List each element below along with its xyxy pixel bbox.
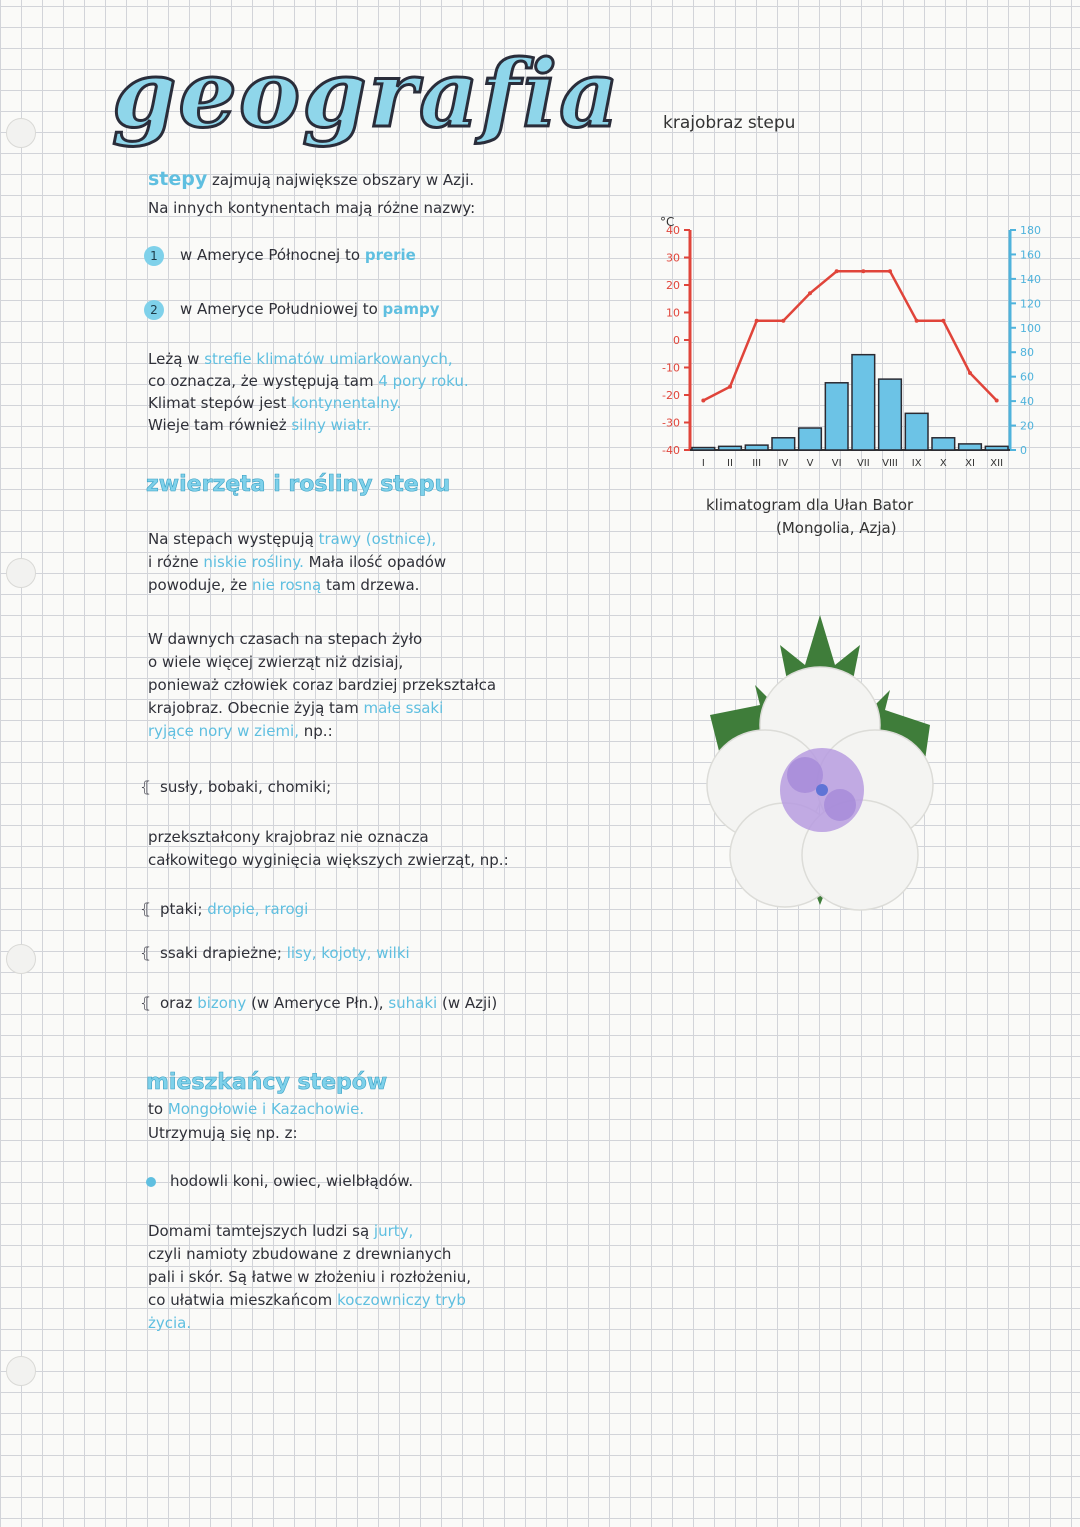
list-text: hodowli koni, owiec, wielbłądów. [170,1172,414,1190]
animals-p2-line: o wiele więcej zwierząt niż dzisiaj, [148,653,404,671]
list-item [140,994,497,1013]
text: Domami tamtejszych ludzi są [148,1222,374,1240]
precipitation-bar [879,379,902,450]
precipitation-bar [959,444,982,450]
temperature-point [888,269,892,273]
climate-text: Klimat stepów jest [148,394,292,412]
precipitation-bar [932,438,955,450]
highlight: życia. [148,1314,192,1332]
temperature-tick-label: 0 [673,334,680,347]
people-bullet [146,1172,413,1191]
intro-item-term: prerie [364,246,416,264]
animals-p1-line [148,530,436,549]
people-p-line [148,1314,191,1333]
month-tick-label: VI [831,458,842,469]
list-item [140,900,308,919]
temperature-point [728,385,732,389]
temperature-tick-label: 10 [666,306,680,320]
text: Mała ilość opadów [303,553,447,571]
section-heading-people: mieszkańcy stepów [146,1070,388,1095]
text: np.: [299,722,333,740]
list-text: (w Ameryce Płn.), [246,994,389,1012]
chart-title: klimatogram dla Ułan Bator [706,496,914,514]
animals-p3-line: przekształcony krajobraz nie oznacza [148,828,429,846]
section-heading-animals: zwierzęta i rośliny stepu [146,472,451,497]
list-text: ptaki; [160,900,208,918]
precipitation-tick-label: 60 [1020,370,1034,384]
precipitation-tick-label: 100 [1020,321,1041,335]
text: tam drzewa. [321,576,420,594]
punch-hole [6,558,36,588]
page-title: geografia [112,40,621,148]
temperature-point [915,319,919,323]
list-item [140,944,410,963]
bracket-bullet-icon: ⦃ [140,900,152,918]
list-text: ssaki drapieżne; [160,944,287,962]
temperature-tick-label: -10 [662,361,680,375]
precipitation-tick-label: 20 [1020,419,1034,433]
climate-line [148,394,401,413]
precipitation-bar [985,446,1008,450]
climate-highlight: kontynentalny. [291,394,402,412]
month-tick-label: II [727,458,733,469]
month-tick-label: III [752,458,762,469]
punch-hole [6,1356,36,1386]
highlight: małe ssaki [363,699,444,717]
animals-p1-line [148,553,446,572]
precipitation-bar [852,355,875,450]
intro-line-1 [148,170,474,190]
people-p-line: czyli namioty zbudowane z drewnianych [148,1245,452,1263]
animals-p3-line: całkowitego wyginięcia większych zwierząt, np.: [148,851,509,869]
precipitation-tick-label: 160 [1020,248,1041,262]
people-p-line [148,1222,413,1241]
text: Na stepach występują [148,530,319,548]
punch-hole [6,944,36,974]
temperature-point [701,399,705,403]
intro-item-text: w Ameryce Południowej to [180,300,378,318]
month-tick-label: I [701,458,705,469]
precipitation-tick-label: 40 [1020,395,1034,409]
temperature-point [808,291,812,295]
text: powoduje, że [148,576,252,594]
text: i różne [148,553,204,571]
highlight: koczowniczy tryb [337,1291,466,1309]
month-tick-label: IX [911,458,922,469]
number-badge: 1 [144,246,164,266]
precipitation-bar [772,438,795,450]
animals-p1-line [148,576,419,595]
highlight: jurty, [373,1222,414,1240]
climate-text: Leżą w [148,350,205,368]
temperature-tick-label: -30 [662,416,680,430]
people-p-line: pali i skór. Są łatwe w złożeniu i rozłożeniu, [148,1268,472,1286]
highlight: dropie, rarogi [207,900,309,918]
highlight: nie rosną [251,576,322,594]
temperature-point [941,319,945,323]
number-badge: 2 [144,300,164,320]
bracket-bullet-icon: ⦃ [140,944,152,962]
precipitation-tick-label: 0 [1020,444,1027,457]
intro-item-term: pampy [382,300,440,318]
temperature-point [995,399,999,403]
temperature-point [861,269,865,273]
text: krajobraz. Obecnie żyją tam [148,699,364,717]
precipitation-bar [692,448,715,450]
climate-text: Wieje tam również [148,416,292,434]
highlight: niskie rośliny. [203,553,304,571]
month-tick-label: IV [778,458,789,469]
intro-item-1 [144,246,416,266]
flower-center [780,748,864,832]
temperature-tick-label: 40 [666,224,680,237]
temperature-point [968,371,972,375]
highlight: Mongołowie i Kazachowie. [167,1100,365,1118]
bullet-dot-icon [146,1177,156,1187]
temperature-tick-label: 30 [666,251,680,265]
intro-line-2: Na innych kontynentach mają różne nazwy: [148,199,476,217]
intro-line-1-rest: zajmują największe obszary w Azji. [212,171,475,189]
list-text: (w Azji) [437,994,498,1012]
text: co ułatwia mieszkańcom [148,1291,338,1309]
list-text: susły, bobaki, chomiki; [160,778,332,796]
highlight: ryjące nory w ziemi, [148,722,299,740]
bracket-bullet-icon: ⦃ [140,994,152,1012]
month-tick-label: VII [856,458,870,469]
precipitation-tick-label: 80 [1020,346,1034,360]
precipitation-bar [799,428,822,450]
chart-subtitle: (Mongolia, Azja) [776,519,897,537]
punch-hole [6,118,36,148]
precipitation-bar [745,445,768,450]
precipitation-tick-label: 140 [1020,272,1041,286]
highlight: suhaki [388,994,438,1012]
temperature-tick-label: -40 [662,444,680,457]
intro-item-text: w Ameryce Północnej to [180,246,361,264]
precipitation-bar [905,413,928,450]
month-tick-label: V [806,458,814,469]
people-line-2: Utrzymują się np. z: [148,1124,298,1142]
climate-highlight: 4 pory roku. [378,372,469,390]
highlight: lisy, kojoty, wilki [286,944,410,962]
month-tick-label: XII [990,458,1004,469]
page-subtitle: krajobraz stepu [663,113,796,133]
climatogram-chart [630,190,1050,490]
temperature-tick-label: 20 [666,279,680,292]
precipitation-tick-label: 120 [1020,297,1041,311]
intro-keyword: stepy [148,168,208,190]
bracket-bullet-icon: ⦃ [140,778,152,796]
list-item [140,778,331,797]
temperature-unit-label: °C [660,215,675,229]
precipitation-bar [825,383,848,450]
intro-item-2 [144,300,440,320]
month-tick-label: X [939,458,947,469]
list-text: oraz [160,994,198,1012]
climate-highlight: strefie klimatów umiarkowanych, [204,350,453,368]
climate-line [148,350,453,369]
climate-line [148,416,372,435]
people-p-line [148,1291,466,1310]
highlight: trawy (ostnice), [318,530,437,548]
pressed-flower-image [700,605,940,945]
animals-p2-line: ponieważ człowiek coraz bardziej przekształca [148,676,497,694]
text: to [148,1100,168,1118]
precipitation-bar [719,446,742,450]
temperature-line [703,271,996,400]
highlight: bizony [197,994,247,1012]
temperature-point [835,269,839,273]
precipitation-tick-label: 180 [1020,224,1041,237]
temperature-point [781,319,785,323]
month-tick-label: XI [965,458,975,469]
climate-text: co oznacza, że występują tam [148,372,379,390]
animals-p2-line [148,722,333,741]
temperature-point [755,319,759,323]
climate-highlight: silny wiatr. [291,416,372,434]
temperature-tick-label: -20 [662,389,680,402]
animals-p2-line [148,699,443,718]
people-line-1 [148,1100,364,1119]
month-tick-label: VIII [882,458,898,469]
climate-line [148,372,469,391]
animals-p2-line: W dawnych czasach na stepach żyło [148,630,423,648]
